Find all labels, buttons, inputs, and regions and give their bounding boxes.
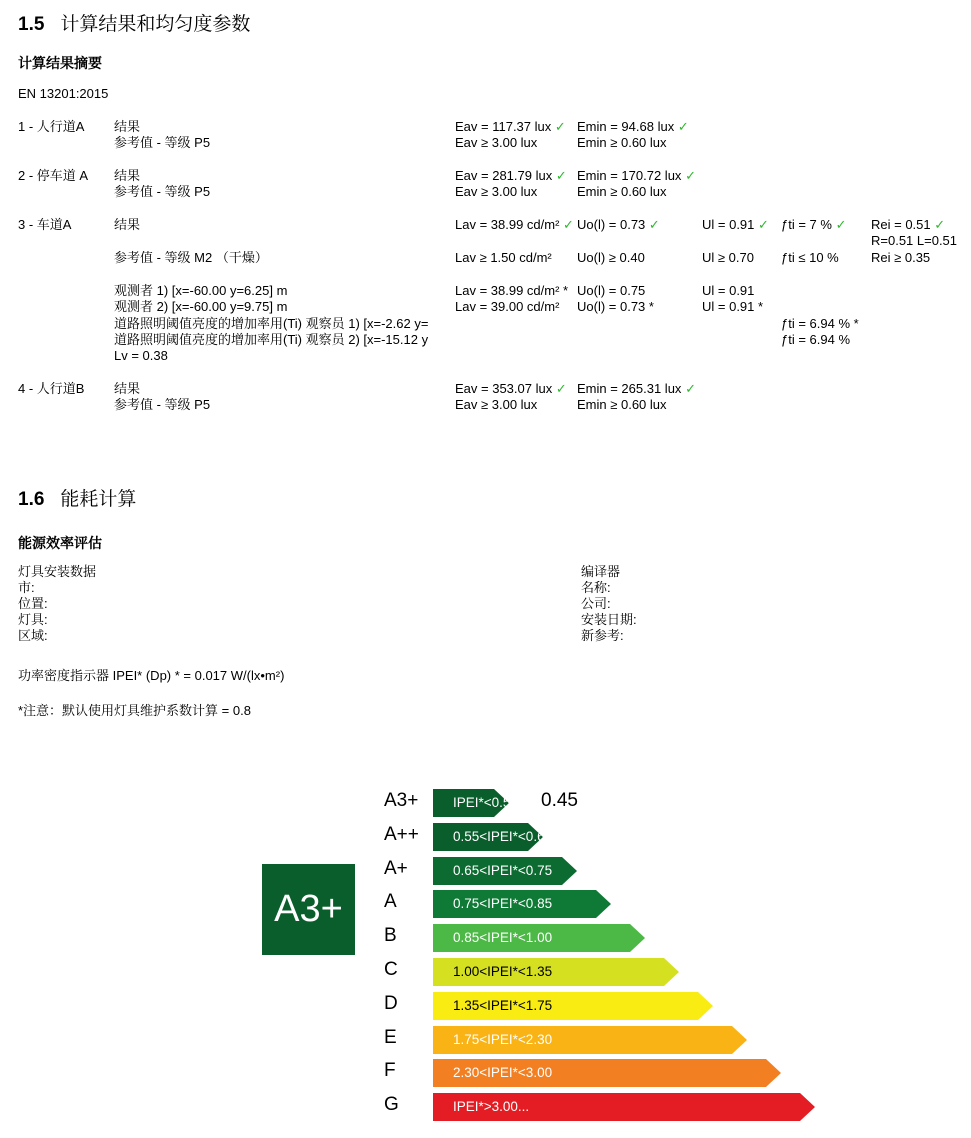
grade-range-label: IPEI*<0.55... [453, 795, 530, 810]
row1-eav-ref: Eav ≥ 3.00 lux [455, 135, 538, 150]
check-icon: ✓ [555, 168, 567, 183]
grade-label: A+ [384, 858, 408, 879]
row4-result-label: 结果 [114, 381, 141, 396]
ti-observer2-value: ƒti = 6.94 % [781, 332, 851, 347]
check-icon: ✓ [563, 217, 574, 232]
grade-range-label: 2.30<IPEI*<3.00 [453, 1065, 553, 1080]
check-icon: ✓ [835, 217, 847, 232]
luminaire-label: 灯具: [18, 612, 48, 627]
row2-reference-label: 参考值 - 等级 P5 [114, 184, 211, 199]
row4-eav-ref: Eav ≥ 3.00 lux [455, 397, 538, 412]
row4-name: 4 - 人行道B [18, 381, 85, 396]
ti-observer2: 道路照明阈值亮度的增加率用(Ti) 观察员 2) [x=-15.12 y [114, 332, 429, 347]
row1-emin-ref: Emin ≥ 0.60 lux [577, 135, 667, 150]
row3-uol-ref: Uo(l) ≥ 0.40 [577, 250, 645, 265]
check-icon: ✓ [648, 217, 660, 232]
row3-rei-ref: Rei ≥ 0.35 [871, 250, 931, 265]
observer2-ul: Ul = 0.91 * [702, 299, 764, 314]
grade-arrow [433, 890, 612, 918]
row3-uol: Uo(l) = 0.73 ✓ [577, 217, 660, 232]
grade-range-label: 1.00<IPEI*<1.35 [453, 964, 553, 979]
row3-rei: Rei = 0.51 ✓ [871, 217, 946, 232]
grade-arrow [433, 857, 578, 885]
row3-ul: Ul = 0.91 ✓ [702, 217, 769, 232]
observer2-uol: Uo(l) = 0.73 * [577, 299, 654, 314]
check-icon: ✓ [758, 217, 769, 232]
check-icon: ✓ [554, 119, 566, 134]
row3-name: 3 - 车道A [18, 217, 72, 232]
install-data-title: 灯具安装数据 [18, 564, 97, 579]
current-grade-badge: A3+ [262, 864, 355, 955]
observer2: 观测者 2) [x=-60.00 y=9.75] m [114, 299, 288, 314]
observer2-lav: Lav = 39.00 cd/m² [455, 299, 560, 314]
row4-emin: Emin = 265.31 lux ✓ [577, 381, 696, 396]
grade-label: A++ [384, 824, 419, 845]
compiler-list [581, 564, 637, 644]
section-1-6-heading [18, 484, 136, 511]
grade-arrow [433, 1059, 782, 1087]
install-data-list [18, 564, 96, 644]
row2-eav-ref: Eav ≥ 3.00 lux [455, 184, 538, 199]
grade-label: E [384, 1027, 397, 1048]
row2-name: 2 - 停车道 A [18, 168, 89, 183]
new-reference-label: 新参考: [581, 628, 624, 643]
grade-range-label: IPEI*>3.00... [453, 1099, 530, 1114]
grade-range-label: 0.85<IPEI*<1.00 [453, 930, 553, 945]
row4-eav: Eav = 353.07 lux ✓ [455, 381, 567, 396]
row3-result-label: 结果 [114, 217, 141, 232]
grade-range-label: 0.65<IPEI*<0.75 [453, 863, 553, 878]
lv-value: Lv = 0.38 [114, 348, 168, 363]
check-icon: ✓ [685, 381, 696, 396]
grade-label: A3+ [384, 790, 419, 811]
location-label: 位置: [18, 596, 48, 611]
row4-reference-label: 参考值 - 等级 P5 [114, 397, 211, 412]
grade-label: C [384, 959, 398, 980]
current-value: 0.45 [541, 790, 578, 811]
grade-label: D [384, 993, 398, 1014]
observer1-ul: Ul = 0.91 [702, 283, 755, 298]
summary-heading: 计算结果摘要 [18, 55, 102, 71]
grade-arrow [433, 823, 553, 851]
grade-range-label: 0.75<IPEI*<0.85 [453, 896, 553, 911]
row2-eav: Eav = 281.79 lux ✓ [455, 168, 567, 183]
section-number: 1.6 [18, 489, 45, 510]
row3-lav: Lav = 38.99 cd/m² ✓ [455, 217, 574, 232]
row3-fti-ref: ƒti ≤ 10 % [781, 250, 839, 265]
row1-name: 1 - 人行道A [18, 119, 85, 134]
row3-ul-ref: Ul ≥ 0.70 [702, 250, 754, 265]
grade-arrow [433, 1026, 748, 1054]
ti-observer1-value: ƒti = 6.94 % * [781, 316, 859, 331]
section-title: 能耗计算 [60, 489, 137, 510]
observer1: 观测者 1) [x=-60.00 y=6.25] m [114, 283, 288, 298]
check-icon: ✓ [677, 119, 689, 134]
section-1-5-heading [18, 9, 250, 36]
area-label: 区域: [18, 628, 48, 643]
check-icon: ✓ [685, 168, 696, 183]
grade-label: A [384, 891, 397, 912]
row2-emin-ref: Emin ≥ 0.60 lux [577, 184, 667, 199]
grade-arrow [433, 924, 646, 952]
name-label: 名称: [581, 580, 611, 595]
observer1-lav: Lav = 38.99 cd/m² * [455, 283, 569, 298]
observer1-uol: Uo(l) = 0.75 [577, 283, 646, 298]
grade-arrow [433, 789, 530, 817]
check-icon: ✓ [555, 381, 567, 396]
row3-rl: R=0.51 L=0.51 [871, 233, 958, 248]
grade-arrow [433, 1093, 816, 1121]
company-label: 公司: [581, 596, 611, 611]
grade-range-label: 1.75<IPEI*<2.30 [453, 1032, 553, 1047]
row1-reference-label: 参考值 - 等级 P5 [114, 135, 211, 150]
efficiency-heading: 能源效率评估 [18, 535, 102, 551]
standard-label: EN 13201:2015 [18, 86, 109, 101]
grade-label: F [384, 1060, 396, 1081]
row4-emin-ref: Emin ≥ 0.60 lux [577, 397, 667, 412]
section-title: 计算结果和均匀度参数 [60, 14, 251, 35]
row3-lav-ref: Lav ≥ 1.50 cd/m² [455, 250, 552, 265]
row3-fti: ƒti = 7 % ✓ [781, 217, 847, 232]
grade-range-label: 0.55<IPEI*<0.65 [453, 829, 553, 844]
install-date-label: 安装日期: [581, 612, 637, 627]
grade-arrow [433, 958, 680, 986]
row1-eav: Eav = 117.37 lux ✓ [455, 119, 566, 134]
row2-emin: Emin = 170.72 lux ✓ [577, 168, 696, 183]
row3-reference-label: 参考值 - 等级 M2 （干燥） [114, 250, 268, 265]
check-icon: ✓ [934, 217, 946, 232]
ti-observer1: 道路照明阈值亮度的增加率用(Ti) 观察员 1) [x=-2.62 y= [114, 316, 429, 331]
section-number: 1.5 [18, 14, 45, 35]
row2-result-label: 结果 [114, 168, 141, 183]
grade-range-label: 1.35<IPEI*<1.75 [453, 998, 553, 1013]
maintenance-note: *注意：默认使用灯具维护系数计算 = 0.8 [18, 703, 251, 718]
grade-label: G [384, 1094, 399, 1115]
compiler-title: 编译器 [581, 564, 621, 579]
row1-emin: Emin = 94.68 lux ✓ [577, 119, 689, 134]
grade-arrow [433, 992, 714, 1020]
city-label: 市: [18, 580, 35, 595]
row1-result-label: 结果 [114, 119, 141, 134]
ipei-indicator: 功率密度指示器 IPEI* (Dp) * = 0.017 W/(lx•m²) [18, 668, 285, 683]
grade-label: B [384, 925, 397, 946]
